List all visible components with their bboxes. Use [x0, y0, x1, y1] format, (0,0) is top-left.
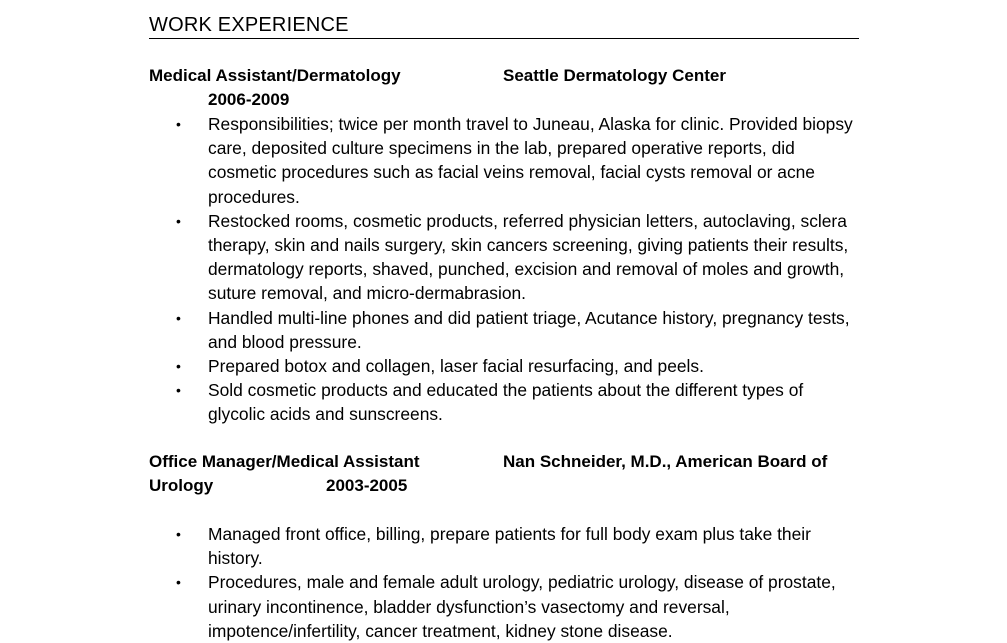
job-employer: Nan Schneider, M.D., American Board of [503, 452, 828, 471]
bullet-icon: • [176, 358, 181, 375]
job-employer-continued: Urology [149, 476, 214, 495]
bullet-icon: • [176, 526, 181, 542]
list-item [0, 570, 858, 643]
duty-text: Sold cosmetic products and educated the patients about the different types of glycolic acids and sunscreens. [208, 380, 804, 425]
job-dates: 2003-2005 [326, 476, 408, 495]
list-item [0, 112, 858, 209]
duty-text: Prepared botox and collagen, laser facial resurfacing, and peels. [208, 356, 704, 377]
duty-text: Responsibilities; twice per month travel to Juneau, Alaska for clinic. Provided biopsy care, deposited culture specimens in the lab, prepared operative reports, did cosmetic procedures such as facial veins removal, facial cysts removal or acne procedures. [208, 114, 853, 207]
list-item [0, 209, 858, 306]
list-item [0, 378, 858, 426]
job-dates: 2006-2009 [208, 90, 290, 109]
list-item [0, 354, 858, 378]
list-item [0, 522, 858, 570]
bullet-icon: • [176, 309, 181, 326]
bullet-icon: • [176, 116, 181, 132]
bullet-icon: • [176, 382, 181, 399]
duty-text: Managed front office, billing, prepare patients for full body exam plus take their history. [208, 524, 811, 569]
job-title: Office Manager/Medical Assistant [149, 452, 420, 471]
duty-text: Handled multi-line phones and did patient triage, Acutance history, pregnancy tests, and blood pressure. [208, 307, 850, 352]
duty-text: Procedures, male and female adult urology, pediatric urology, disease of prostate, urinary incontinence, bladder dysfunction’s vasectomy and reversal, impotence/infertility, cancer treatment, kidney stone disease. [208, 572, 836, 641]
job-employer: Seattle Dermatology Center [503, 66, 726, 85]
duties-list [0, 112, 858, 427]
bullet-icon: • [176, 574, 181, 591]
bullet-icon: • [176, 212, 181, 229]
list-item [0, 306, 858, 354]
job-title: Medical Assistant/Dermatology [149, 66, 401, 85]
section-heading-work-experience: WORK EXPERIENCE [149, 13, 859, 39]
duty-text: Restocked rooms, cosmetic products, referred physician letters, autoclaving, sclera therapy, skin and nails surgery, skin cancers screening, giving patients their results, dermatology reports, shaved, punched, excision and removal of moles and growth, suture removal, and micro-dermabrasion. [208, 210, 849, 304]
duties-list [0, 522, 858, 643]
